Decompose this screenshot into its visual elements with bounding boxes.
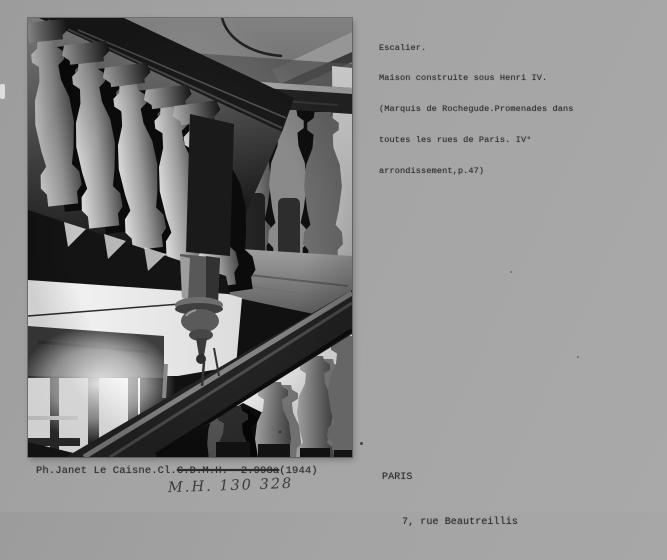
credit-struck-reference: C.D.M.H. 2.998a (176, 465, 280, 477)
dust-speck (577, 356, 579, 358)
credit-photographer: Ph.Janet Le Caisne.Cl. (36, 465, 177, 477)
subject-caption-block (379, 22, 574, 197)
caption-line-title: Escalier. (379, 42, 427, 53)
card-scratch-mark (0, 84, 5, 99)
location-city: PARIS (382, 472, 413, 483)
location-address: 7, rue Beautreillis (402, 517, 518, 528)
photograph (28, 18, 352, 457)
photo-vignette (28, 18, 352, 457)
dust-speck (510, 271, 512, 273)
caption-line-source-3: arrondissement,p.47) (379, 166, 485, 177)
dust-speck (360, 442, 363, 445)
credit-year: (1944) (279, 465, 318, 477)
staircase-photo-image (28, 18, 352, 457)
handwritten-inventory-number: M.H. 130 328 (167, 475, 294, 497)
location-block (382, 440, 518, 560)
caption-line-house: Maison construite sous Henri IV. (379, 73, 548, 84)
caption-line-source-2: toutes les rues de Paris. IV° (379, 135, 532, 146)
caption-line-source-1: (Marquis de Rochegude.Promenades dans (379, 104, 574, 115)
